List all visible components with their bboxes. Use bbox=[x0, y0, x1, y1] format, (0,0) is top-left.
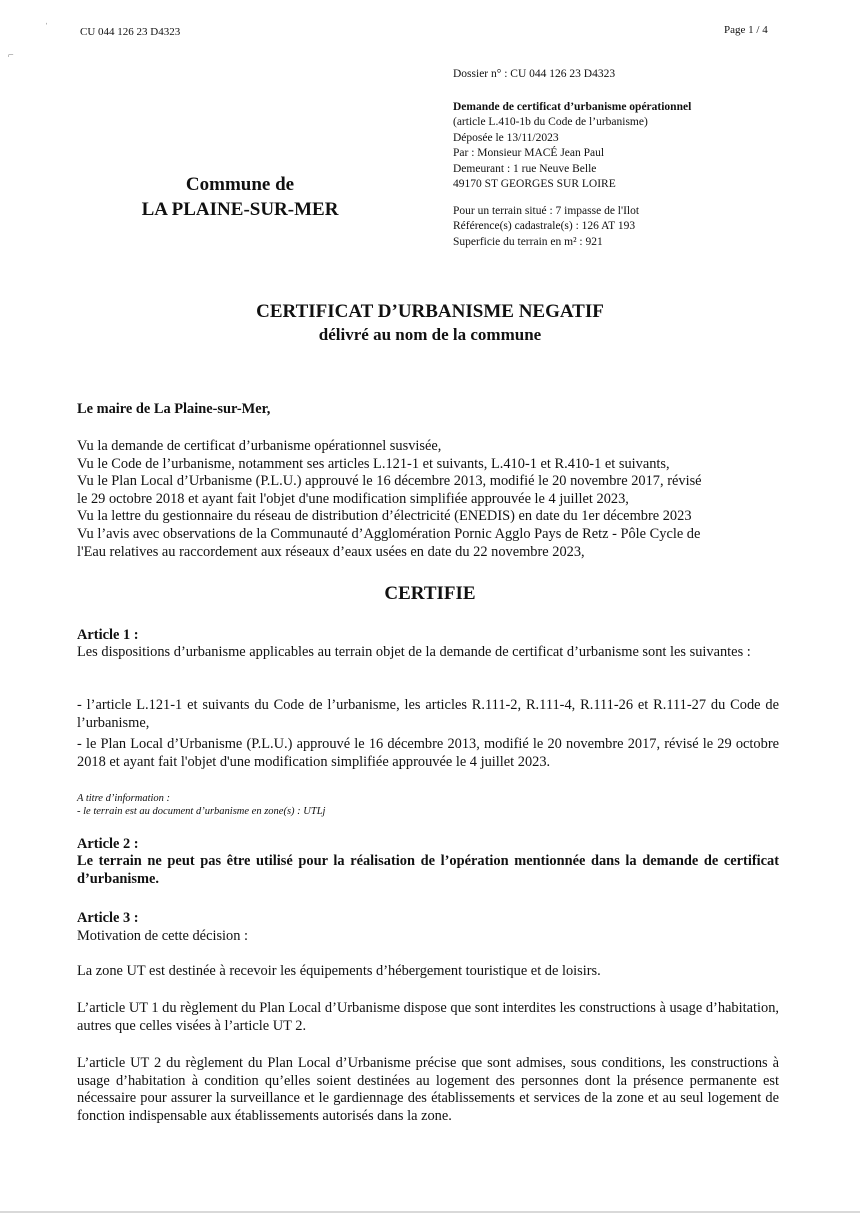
visa-line: le 29 octobre 2018 et ayant fait l'objet d'une modification simplifiée approuvée le 4 juillet 2023, bbox=[77, 490, 629, 507]
article-2-text: Le terrain ne peut pas être utilisé pour la réalisation de l’opération mentionnée dans la demande de certificat d’urbanisme. bbox=[77, 853, 779, 887]
info-zone: - le terrain est au document d’urbanisme en zone(s) : UTLj bbox=[77, 806, 326, 817]
visa-line: Vu la lettre du gestionnaire du réseau de distribution d’électricité (ENEDIS) en date du 1er décembre 2023 bbox=[77, 508, 692, 525]
article-1-item-2: - le Plan Local d’Urbanisme (P.L.U.) approuvé le 16 décembre 2013, modifié le 20 novembre 2017, révisé le 29 octobre 2018 et ayant fait l'objet d'une modification simplifiée approuvée le 4 juillet 2023. bbox=[77, 736, 779, 770]
article-1-item-1: - l’article L.121-1 et suivants du Code de l’urbanisme, les articles R.111-2, R.111-4, R.111-26 et R.111-27 du Code de l’urbanisme, bbox=[77, 697, 779, 731]
article-reference: (article L.410-1b du Code de l’urbanisme) bbox=[453, 116, 648, 128]
visa-line: l'Eau relatives au raccordement aux réseaux d’eaux usées en date du 22 novembre 2023, bbox=[77, 543, 585, 560]
applicant-address: Demeurant : 1 rue Neuve Belle bbox=[453, 162, 597, 175]
info-title: A titre d’information : bbox=[77, 793, 171, 804]
applicant: Par : Monsieur MACÉ Jean Paul bbox=[453, 147, 605, 159]
article-3-paragraph-3: L’article UT 2 du règlement du Plan Local d’Urbanisme précise que sont admises, sous conditions, les constructions à usage d’habitation à condition qu’elles soient destinées au logement des personnes dont la présence permanente est nécessaire pour assurer la surveillance et le gardiennage des établissements et services de la zone et au seul logement de fonction indispensable aux établissements autorisés dans la zone. bbox=[77, 1055, 779, 1124]
article-3-heading: Article 3 : bbox=[77, 910, 139, 926]
cadastral-reference: Référence(s) cadastrale(s) : 126 AT 193 bbox=[453, 220, 636, 232]
article-1-heading: Article 1 : bbox=[77, 627, 139, 643]
document-title: CERTIFICAT D’URBANISME NEGATIF bbox=[256, 301, 604, 322]
article-3-paragraph-2: L’article UT 1 du règlement du Plan Local d’Urbanisme dispose que sont interdites les constructions à usage d’habitation, autres que celles visées à l’article UT 2. bbox=[77, 1000, 779, 1034]
commune-line-2: LA PLAINE-SUR-MER bbox=[141, 199, 339, 220]
visa-line: Vu le Plan Local d’Urbanisme (P.L.U.) approuvé le 16 décembre 2013, modifié le 20 novembre 2017, révisé bbox=[77, 473, 702, 490]
visa-line: Vu l’avis avec observations de la Communauté d’Agglomération Pornic Agglo Pays de Retz - Pôle Cycle de bbox=[77, 525, 701, 542]
scan-edge bbox=[0, 1211, 860, 1213]
scan-mark: ˈ bbox=[45, 22, 49, 33]
visa-line: Vu la demande de certificat d’urbanisme opérationnel susvisée, bbox=[77, 438, 442, 454]
article-3-paragraph-1: La zone UT est destinée à recevoir les équipements d’hébergement touristique et de loisirs. bbox=[77, 963, 601, 979]
applicant-city: 49170 ST GEORGES SUR LOIRE bbox=[453, 178, 616, 190]
certifie-heading: CERTIFIE bbox=[384, 583, 476, 604]
scan-mark: ⌐ bbox=[8, 50, 14, 61]
demand-title: Demande de certificat d’urbanisme opérationnel bbox=[453, 100, 692, 113]
site-address: Pour un terrain situé : 7 impasse de l'Ilot bbox=[453, 204, 640, 217]
page-number: Page 1 / 4 bbox=[724, 24, 768, 36]
header-reference: CU 044 126 23 D4323 bbox=[80, 26, 181, 38]
commune-line-1: Commune de bbox=[185, 174, 295, 195]
preamble-visas bbox=[77, 438, 779, 561]
mayor-line: Le maire de La Plaine-sur-Mer, bbox=[77, 401, 271, 417]
document-subtitle: délivré au nom de la commune bbox=[318, 325, 542, 344]
deposit-date: Déposée le 13/11/2023 bbox=[453, 131, 559, 144]
visa-line: Vu le Code de l’urbanisme, notamment ses articles L.121-1 et suivants, L.410-1 et R.410-1 et suivants, bbox=[77, 455, 670, 472]
commune-name bbox=[120, 172, 360, 222]
dossier-number: Dossier n° : CU 044 126 23 D4323 bbox=[453, 68, 616, 80]
article-1-intro: Les dispositions d’urbanisme applicables au terrain objet de la demande de certificat d’urbanisme sont les suivantes : bbox=[77, 644, 751, 660]
article-3-motivation: Motivation de cette décision : bbox=[77, 928, 249, 944]
article-2-heading: Article 2 : bbox=[77, 836, 139, 852]
site-area: Superficie du terrain en m² : 921 bbox=[453, 235, 603, 248]
dossier-info bbox=[453, 67, 691, 250]
